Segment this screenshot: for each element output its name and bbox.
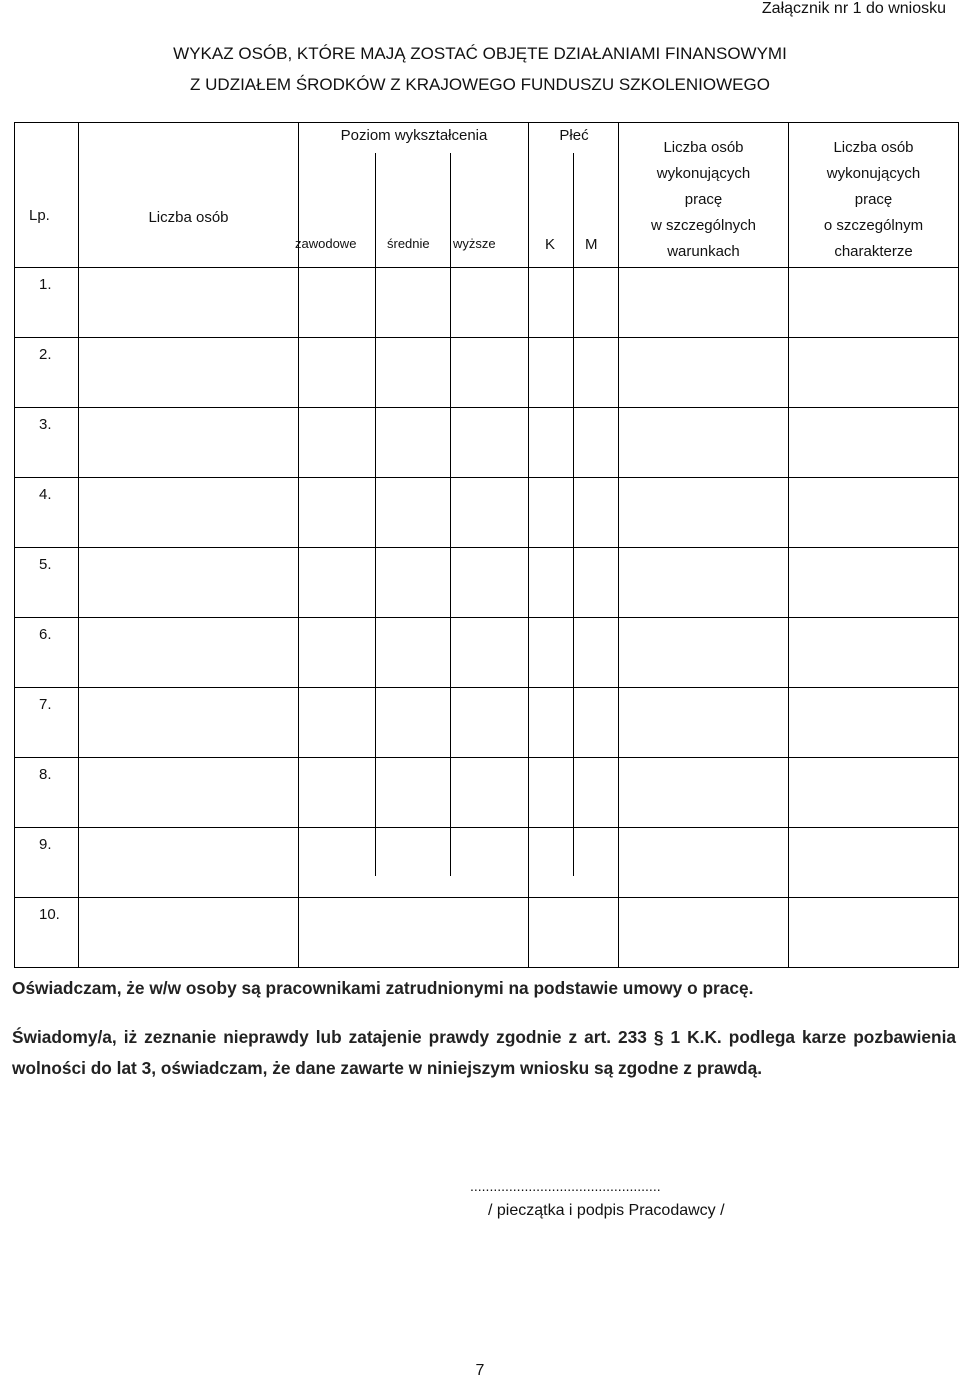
row-number: 2.: [15, 338, 79, 408]
cell-charakter[interactable]: [789, 548, 959, 618]
cell-warunki[interactable]: [619, 268, 789, 338]
cell-warunki[interactable]: [619, 618, 789, 688]
header-lp: Lp.: [15, 123, 79, 268]
cell-poziom[interactable]: [299, 688, 529, 758]
cell-charakter[interactable]: [789, 618, 959, 688]
cell-liczba-osob[interactable]: [79, 688, 299, 758]
statement-employment: Oświadczam, że w/w osoby są pracownikami zatrudnionymi na podstawie umowy o pracę.: [12, 978, 754, 998]
plec-m: M: [585, 236, 598, 253]
cell-liczba-osob[interactable]: [79, 618, 299, 688]
cell-liczba-osob[interactable]: [79, 338, 299, 408]
plec-k: K: [545, 236, 556, 253]
row-number: 6.: [15, 618, 79, 688]
cell-poziom[interactable]: [299, 408, 529, 478]
plec-title: Płeć: [559, 127, 589, 144]
table-row: [15, 618, 959, 688]
table-row: [15, 548, 959, 618]
document-title-line1: WYKAZ OSÓB, KTÓRE MAJĄ ZOSTAĆ OBJĘTE DZIAŁANIAMI FINANSOWYMI: [173, 44, 787, 63]
statement-liability: Świadomy/a, iż zeznanie nieprawdy lub zatajenie prawdy zgodnie z art. 233 § 1 K.K. podlega karze pozbawienia wolności do lat 3, oświadczam, że dane zawarte w niniejszym wniosku są zgodne z prawdą.: [12, 1027, 956, 1078]
header-szczegolne-warunki: Liczba osób wykonujących pracę w szczególnych warunkach: [619, 123, 789, 268]
cell-charakter[interactable]: [789, 688, 959, 758]
cell-liczba-osob[interactable]: [79, 828, 299, 898]
column-divider: [375, 153, 376, 876]
cell-poziom[interactable]: [299, 618, 529, 688]
cell-charakter[interactable]: [789, 898, 959, 968]
row-number: 5.: [15, 548, 79, 618]
cell-warunki[interactable]: [619, 478, 789, 548]
header-poziom-wyksztalcenia: [295, 123, 529, 268]
cell-poziom[interactable]: [299, 268, 529, 338]
cell-liczba-osob[interactable]: [79, 758, 299, 828]
cell-warunki[interactable]: [619, 688, 789, 758]
cell-liczba-osob[interactable]: [79, 268, 299, 338]
row-number: 7.: [15, 688, 79, 758]
cell-warunki[interactable]: [619, 548, 789, 618]
row-number: 3.: [15, 408, 79, 478]
row-number: 9.: [15, 828, 79, 898]
cell-warunki[interactable]: [619, 408, 789, 478]
cell-warunki[interactable]: [619, 828, 789, 898]
cell-poziom[interactable]: [299, 478, 529, 548]
column-divider: [573, 153, 574, 876]
cell-charakter[interactable]: [789, 338, 959, 408]
poziom-wyzsze: wyższe: [453, 236, 496, 251]
page-number: 7: [475, 1362, 485, 1379]
table-row: [15, 898, 959, 968]
column-divider: [450, 153, 451, 876]
header-szczegolny-charakter: Liczba osób wykonujących pracę o szczególnym charakterze: [789, 123, 959, 268]
cell-poziom[interactable]: [299, 338, 529, 408]
cell-poziom[interactable]: [299, 548, 529, 618]
cell-charakter[interactable]: [789, 408, 959, 478]
row-number: 4.: [15, 478, 79, 548]
table-row: [15, 408, 959, 478]
annex-label: Załącznik nr 1 do wniosku: [761, 0, 946, 17]
table-header-row: [15, 123, 959, 268]
persons-table: [14, 122, 959, 968]
row-number: 1.: [15, 268, 79, 338]
cell-poziom[interactable]: [299, 758, 529, 828]
table-row: [15, 338, 959, 408]
poziom-title: Poziom wykształcenia: [340, 127, 488, 144]
cell-plec[interactable]: [529, 898, 619, 968]
signature-label: / pieczątka i podpis Pracodawcy /: [488, 1202, 725, 1219]
table-row: [15, 828, 959, 898]
document-title-line2: Z UDZIAŁEM ŚRODKÓW Z KRAJOWEGO FUNDUSZU SZKOLENIOWEGO: [190, 75, 770, 94]
row-number: 10.: [15, 898, 79, 968]
cell-charakter[interactable]: [789, 268, 959, 338]
cell-warunki[interactable]: [619, 338, 789, 408]
table-row: [15, 478, 959, 548]
header-liczba-osob: Liczba osób: [79, 123, 299, 268]
cell-poziom[interactable]: [299, 828, 529, 898]
cell-warunki[interactable]: [619, 758, 789, 828]
cell-warunki[interactable]: [619, 898, 789, 968]
cell-charakter[interactable]: [789, 758, 959, 828]
poziom-srednie: średnie: [387, 236, 430, 251]
cell-liczba-osob[interactable]: [79, 548, 299, 618]
poziom-zawodowe: zawodowe: [295, 236, 357, 251]
table-row: [15, 688, 959, 758]
cell-liczba-osob[interactable]: [79, 408, 299, 478]
cell-liczba-osob[interactable]: [79, 478, 299, 548]
cell-poziom[interactable]: [299, 898, 529, 968]
cell-charakter[interactable]: [789, 478, 959, 548]
table-row: [15, 268, 959, 338]
cell-liczba-osob[interactable]: [79, 898, 299, 968]
row-number: 8.: [15, 758, 79, 828]
signature-line: .................................................: [470, 1178, 661, 1194]
cell-charakter[interactable]: [789, 828, 959, 898]
table-row: [15, 758, 959, 828]
